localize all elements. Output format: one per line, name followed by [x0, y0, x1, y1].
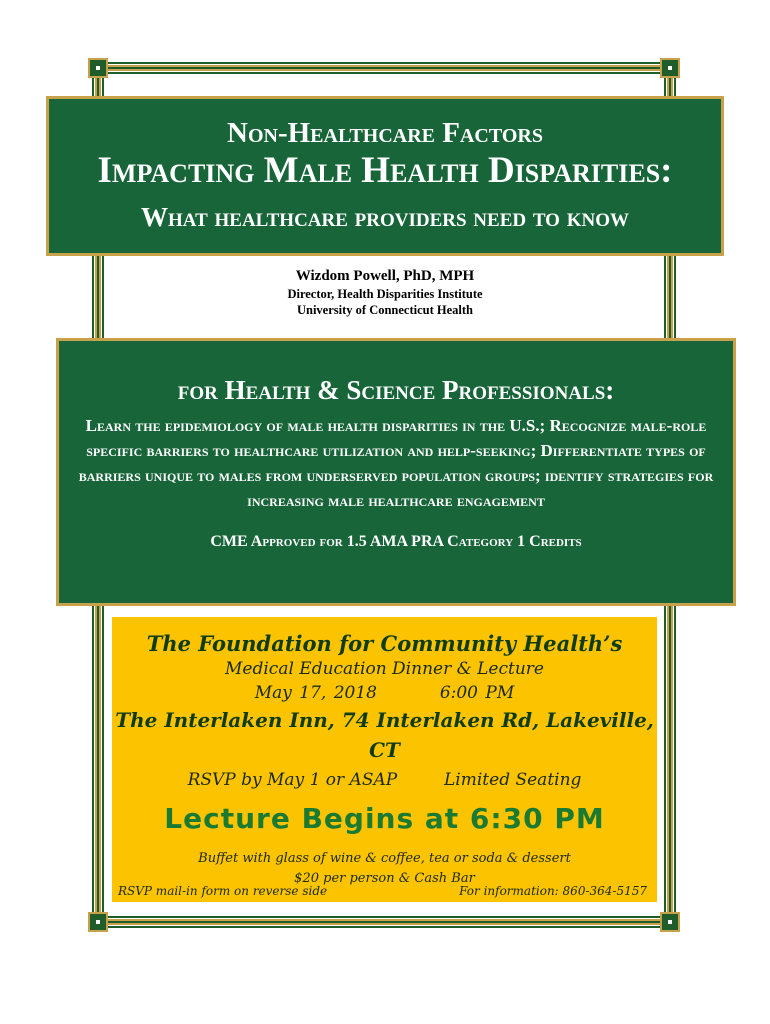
event-venue: The Interlaken Inn, 74 Interlaken Rd, Lakeville, CT — [115, 708, 654, 762]
event-details-box — [112, 617, 657, 902]
rsvp-form-note: RSVP mail-in form on reverse side — [118, 884, 328, 898]
event-date: May 17, 2018 — [254, 683, 377, 703]
frame-corner-bottom-right — [660, 912, 680, 932]
event-date-time — [112, 681, 657, 705]
frame-bottom-rail — [100, 916, 670, 928]
speaker-block — [110, 266, 660, 318]
price-note: $20 per person & Cash Bar — [294, 871, 475, 886]
audience-heading: for Health & Science Professionals: — [177, 375, 615, 405]
cme-credits: CME Approved for 1.5 AMA PRA Category 1 Credits — [210, 533, 582, 550]
menu-note: Buffet with glass of wine & coffee, tea or soda & dessert — [198, 851, 571, 866]
frame-corner-top-right — [660, 58, 680, 78]
event-footer — [118, 884, 647, 898]
seating-note: Limited Seating — [444, 770, 582, 790]
frame-corner-top-left — [88, 58, 108, 78]
lecture-start-time: Lecture Begins at 6:30 PM — [164, 802, 605, 835]
rsvp-line — [112, 765, 657, 795]
rsvp-deadline: RSVP by May 1 or ASAP — [187, 770, 398, 790]
title-line-1: Non-Healthcare Factors — [227, 117, 543, 149]
title-line-2: Impacting Male Health Disparities: — [97, 150, 673, 191]
frame-corner-bottom-left — [88, 912, 108, 932]
learning-objectives: Learn the epidemiology of male health disparities in the U.S.; Recognize male-role specific barriers to healthcare utilization and help-seeking; Differentiate types of barriers unique to males from underserved population groups; identify strategies for increasing male healthcare engagement — [78, 416, 714, 510]
title-line-3: What healthcare providers need to know — [141, 202, 629, 232]
speaker-role: Director, Health Disparities Institute — [287, 287, 483, 301]
objectives-banner — [56, 338, 736, 606]
organizer-name: The Foundation for Community Health’s — [146, 631, 623, 656]
info-phone: For information: 860-364-5157 — [459, 884, 647, 898]
title-banner — [46, 96, 724, 256]
speaker-org: University of Connecticut Health — [296, 303, 474, 317]
event-time: 6:00 PM — [439, 683, 515, 703]
event-type: Medical Education Dinner & Lecture — [225, 659, 544, 679]
frame-top-rail — [100, 62, 670, 74]
speaker-name: Wizdom Powell, PhD, MPH — [295, 268, 475, 284]
